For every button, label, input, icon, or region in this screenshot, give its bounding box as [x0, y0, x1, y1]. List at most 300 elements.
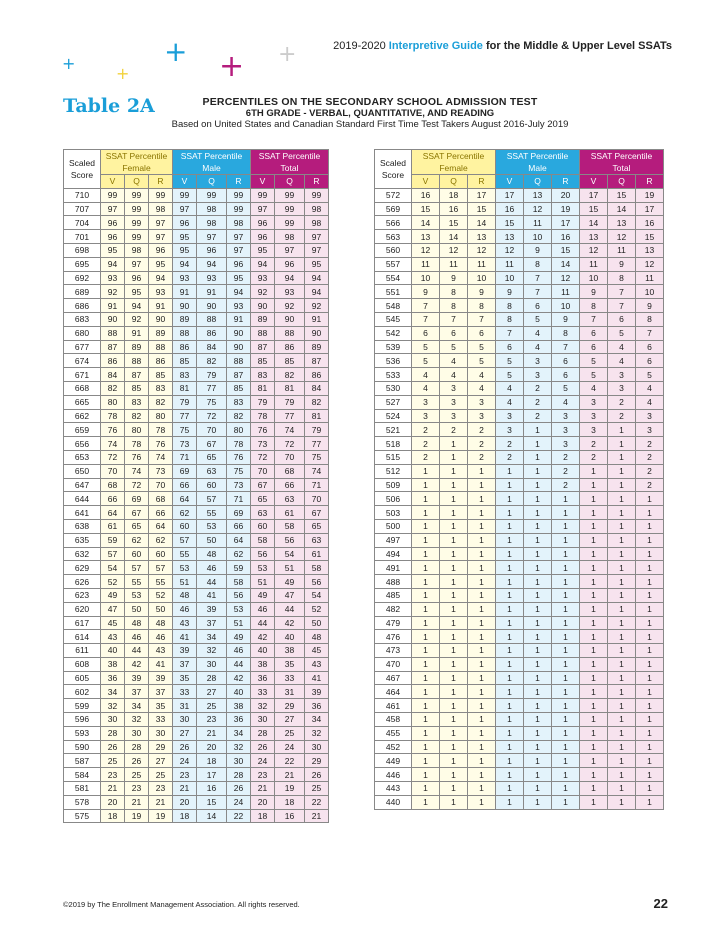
total-r-cell: 7 — [636, 326, 664, 340]
scaled-score-cell: 563 — [375, 230, 412, 244]
total-r-cell: 77 — [305, 437, 329, 451]
male-v-cell: 2 — [496, 450, 524, 464]
male-r-cell: 20 — [552, 188, 580, 202]
female-v-cell: 26 — [101, 740, 125, 754]
total-r-cell: 98 — [305, 202, 329, 216]
total-v-cell: 30 — [251, 713, 275, 727]
female-r-cell: 62 — [149, 533, 173, 547]
total-q-cell: 3 — [608, 368, 636, 382]
male-r-cell: 85 — [227, 381, 251, 395]
total-q-cell: 51 — [275, 561, 305, 575]
table-row — [64, 754, 329, 768]
table-row — [375, 561, 664, 575]
female-v-cell: 28 — [101, 726, 125, 740]
total-r-cell: 26 — [305, 768, 329, 782]
male-v-cell: 77 — [173, 409, 197, 423]
male-q-cell: 88 — [197, 312, 227, 326]
male-v-cell: 81 — [173, 381, 197, 395]
total-r-cell: 2 — [636, 437, 664, 451]
male-v-cell: 37 — [173, 657, 197, 671]
male-v-cell: 99 — [173, 188, 197, 202]
male-r-cell: 78 — [227, 437, 251, 451]
male-v-cell: 24 — [173, 754, 197, 768]
male-r-cell: 30 — [227, 754, 251, 768]
female-v-cell: 88 — [101, 326, 125, 340]
total-v-cell: 26 — [251, 740, 275, 754]
total-q-cell: 1 — [608, 699, 636, 713]
scaled-score-cell: 455 — [375, 726, 412, 740]
female-r-cell: 1 — [468, 533, 496, 547]
male-q-cell: 30 — [197, 657, 227, 671]
scaled-score-cell: 611 — [64, 644, 101, 658]
male-q-cell: 9 — [524, 243, 552, 257]
scaled-score-cell: 584 — [64, 768, 101, 782]
female-v-cell: 2 — [412, 423, 440, 437]
female-q-cell: 78 — [125, 437, 149, 451]
total-r-cell: 67 — [305, 506, 329, 520]
male-v-cell: 85 — [173, 354, 197, 368]
total-v-cell: 81 — [251, 381, 275, 395]
table-row — [64, 216, 329, 230]
male-r-cell: 22 — [227, 809, 251, 823]
male-v-cell: 1 — [496, 464, 524, 478]
male-q-cell: 1 — [524, 450, 552, 464]
male-v-cell: 83 — [173, 368, 197, 382]
male-q-cell: 4 — [524, 326, 552, 340]
female-v-cell: 80 — [101, 395, 125, 409]
scaled-score-cell: 470 — [375, 657, 412, 671]
female-r-cell: 12 — [468, 243, 496, 257]
female-v-cell: 1 — [412, 740, 440, 754]
female-v-cell: 84 — [101, 368, 125, 382]
male-r-cell: 24 — [227, 795, 251, 809]
male-v-cell: 26 — [173, 740, 197, 754]
total-r-cell: 6 — [636, 340, 664, 354]
total-q-cell: 1 — [608, 423, 636, 437]
total-r-cell: 1 — [636, 561, 664, 575]
female-q-cell: 1 — [440, 726, 468, 740]
male-r-cell: 1 — [552, 782, 580, 796]
male-v-cell: 1 — [496, 644, 524, 658]
total-q-cell: 3 — [608, 381, 636, 395]
female-q-cell: 1 — [440, 437, 468, 451]
female-q-cell: 91 — [125, 326, 149, 340]
male-r-cell: 53 — [227, 602, 251, 616]
total-v-cell: 5 — [580, 354, 608, 368]
female-r-cell: 1 — [468, 506, 496, 520]
total-q-cell: 1 — [608, 685, 636, 699]
table-row — [375, 230, 664, 244]
table-row — [375, 368, 664, 382]
total-r-cell: 1 — [636, 519, 664, 533]
male-q-cell: 1 — [524, 519, 552, 533]
female-r-cell: 57 — [149, 561, 173, 575]
copyright-footer: ©2019 by The Enrollment Management Association. All rights reserved. — [63, 900, 300, 909]
female-v-cell: 13 — [412, 230, 440, 244]
total-v-cell: 3 — [580, 409, 608, 423]
male-r-cell: 14 — [552, 257, 580, 271]
total-q-cell: 1 — [608, 657, 636, 671]
header-year: 2019-2020 — [333, 40, 386, 52]
scaled-score-cell: 686 — [64, 299, 101, 313]
male-q-cell: 1 — [524, 616, 552, 630]
female-q-cell: 55 — [125, 575, 149, 589]
table-row — [375, 699, 664, 713]
male-v-cell: 1 — [496, 588, 524, 602]
female-v-cell: 40 — [101, 644, 125, 658]
male-v-cell: 94 — [173, 257, 197, 271]
total-r-cell: 97 — [305, 243, 329, 257]
female-r-cell: 46 — [149, 630, 173, 644]
male-q-cell: 72 — [197, 409, 227, 423]
female-q-cell: 62 — [125, 533, 149, 547]
male-q-cell: 48 — [197, 547, 227, 561]
female-r-cell: 83 — [149, 381, 173, 395]
female-r-cell: 68 — [149, 492, 173, 506]
total-v-cell: 63 — [251, 506, 275, 520]
scaled-score-cell: 524 — [375, 409, 412, 423]
scaled-score-cell: 449 — [375, 754, 412, 768]
female-v-cell: 7 — [412, 299, 440, 313]
total-q-cell: 1 — [608, 754, 636, 768]
female-v-cell: 72 — [101, 450, 125, 464]
total-q-cell: 1 — [608, 533, 636, 547]
male-v-cell: 27 — [173, 726, 197, 740]
female-q-cell: 8 — [440, 285, 468, 299]
male-q-cell: 44 — [197, 575, 227, 589]
male-v-cell: 88 — [173, 326, 197, 340]
female-r-cell: 96 — [149, 243, 173, 257]
male-q-cell: 7 — [524, 271, 552, 285]
total-r-cell: 1 — [636, 644, 664, 658]
total-r-cell: 54 — [305, 588, 329, 602]
female-r-cell: 1 — [468, 644, 496, 658]
female-v-cell: 3 — [412, 409, 440, 423]
male-v-cell: 8 — [496, 299, 524, 313]
total-q-cell: 1 — [608, 588, 636, 602]
female-v-cell: 21 — [101, 782, 125, 796]
female-v-cell: 5 — [412, 354, 440, 368]
male-v-cell: 18 — [173, 809, 197, 823]
total-r-cell: 94 — [305, 285, 329, 299]
male-r-cell: 69 — [227, 506, 251, 520]
male-v-cell: 6 — [496, 340, 524, 354]
scaled-score-cell: 497 — [375, 533, 412, 547]
table-row — [375, 326, 664, 340]
male-v-header: V — [496, 175, 524, 189]
total-r-cell: 58 — [305, 561, 329, 575]
male-v-cell: 23 — [173, 768, 197, 782]
male-q-cell: 11 — [524, 216, 552, 230]
female-r-cell: 41 — [149, 657, 173, 671]
table-row — [64, 257, 329, 271]
female-q-cell: 96 — [125, 271, 149, 285]
male-r-cell: 19 — [552, 202, 580, 216]
female-q-cell: 4 — [440, 368, 468, 382]
female-q-cell: 76 — [125, 450, 149, 464]
scaled-score-cell: 446 — [375, 768, 412, 782]
male-v-cell: 46 — [173, 602, 197, 616]
female-q-cell: 37 — [125, 685, 149, 699]
total-q-cell: 35 — [275, 657, 305, 671]
scaled-score-cell: 602 — [64, 685, 101, 699]
total-r-cell: 1 — [636, 492, 664, 506]
male-r-cell: 9 — [552, 312, 580, 326]
total-r-cell: 90 — [305, 326, 329, 340]
total-r-cell: 89 — [305, 340, 329, 354]
total-r-cell: 1 — [636, 533, 664, 547]
total-r-cell: 1 — [636, 602, 664, 616]
female-q-header: Q — [125, 175, 149, 189]
scaled-score-cell: 632 — [64, 547, 101, 561]
table-row — [64, 575, 329, 589]
total-v-cell: 1 — [580, 671, 608, 685]
total-q-cell: 1 — [608, 478, 636, 492]
table-row — [375, 547, 664, 561]
total-q-cell: 1 — [608, 644, 636, 658]
total-v-cell: 72 — [251, 450, 275, 464]
male-v-cell: 90 — [173, 299, 197, 313]
female-r-cell: 98 — [149, 202, 173, 216]
female-v-cell: 36 — [101, 671, 125, 685]
male-v-cell: 31 — [173, 699, 197, 713]
female-q-cell: 67 — [125, 506, 149, 520]
male-q-cell: 70 — [197, 423, 227, 437]
male-r-cell: 59 — [227, 561, 251, 575]
male-r-cell: 3 — [552, 409, 580, 423]
male-q-cell: 55 — [197, 506, 227, 520]
male-q-cell: 94 — [197, 257, 227, 271]
male-r-cell: 34 — [227, 726, 251, 740]
scaled-score-cell: 665 — [64, 395, 101, 409]
total-r-cell: 2 — [636, 464, 664, 478]
male-r-cell: 88 — [227, 354, 251, 368]
table-row — [375, 726, 664, 740]
male-r-cell: 1 — [552, 713, 580, 727]
total-q-cell: 90 — [275, 312, 305, 326]
female-r-cell: 21 — [149, 795, 173, 809]
male-r-cell: 76 — [227, 450, 251, 464]
male-q-cell: 1 — [524, 657, 552, 671]
female-v-cell: 3 — [412, 395, 440, 409]
table-row — [375, 492, 664, 506]
plus-icon-grey: + — [278, 42, 297, 67]
total-q-cell: 74 — [275, 423, 305, 437]
female-q-cell: 87 — [125, 368, 149, 382]
female-r-cell: 3 — [468, 409, 496, 423]
male-v-cell: 1 — [496, 754, 524, 768]
female-v-cell: 1 — [412, 492, 440, 506]
male-q-cell: 96 — [197, 243, 227, 257]
total-q-cell: 70 — [275, 450, 305, 464]
male-v-cell: 35 — [173, 671, 197, 685]
total-q-cell: 99 — [275, 188, 305, 202]
male-q-cell: 86 — [197, 326, 227, 340]
female-r-cell: 99 — [149, 188, 173, 202]
total-r-cell: 2 — [636, 450, 664, 464]
total-v-cell: 5 — [580, 368, 608, 382]
total-v-cell: 99 — [251, 188, 275, 202]
female-q-cell: 94 — [125, 299, 149, 313]
female-v-cell: 6 — [412, 326, 440, 340]
female-q-cell: 34 — [125, 699, 149, 713]
scaled-score-cell: 710 — [64, 188, 101, 202]
total-r-cell: 22 — [305, 795, 329, 809]
total-v-cell: 17 — [580, 188, 608, 202]
scaled-score-cell: 464 — [375, 685, 412, 699]
table-row — [375, 519, 664, 533]
scaled-score-cell: 473 — [375, 644, 412, 658]
male-v-cell: 1 — [496, 795, 524, 809]
scaled-score-cell: 698 — [64, 243, 101, 257]
scaled-score-cell: 629 — [64, 561, 101, 575]
male-v-cell: 39 — [173, 644, 197, 658]
table-row — [375, 795, 664, 809]
male-q-cell: 14 — [197, 809, 227, 823]
male-q-cell: 82 — [197, 354, 227, 368]
male-q-cell: 57 — [197, 492, 227, 506]
female-v-cell: 92 — [101, 285, 125, 299]
total-v-cell: 6 — [580, 326, 608, 340]
female-q-cell: 23 — [125, 782, 149, 796]
female-r-cell: 1 — [468, 492, 496, 506]
total-q-cell: 1 — [608, 492, 636, 506]
female-r-cell: 2 — [468, 423, 496, 437]
scaled-score-cell: 476 — [375, 630, 412, 644]
table-row — [375, 216, 664, 230]
table-row — [64, 409, 329, 423]
plus-icon-blue-small: + — [62, 54, 76, 73]
table-row — [64, 299, 329, 313]
female-q-cell: 89 — [125, 340, 149, 354]
female-header: SSAT Percentile Female — [412, 150, 496, 175]
male-v-cell: 91 — [173, 285, 197, 299]
table-row — [375, 671, 664, 685]
female-r-cell: 90 — [149, 312, 173, 326]
table-row — [375, 506, 664, 520]
table-row — [64, 340, 329, 354]
male-v-cell: 30 — [173, 713, 197, 727]
female-r-cell: 1 — [468, 561, 496, 575]
table-row — [375, 409, 664, 423]
female-r-cell: 60 — [149, 547, 173, 561]
male-q-cell: 21 — [197, 726, 227, 740]
male-r-cell: 1 — [552, 795, 580, 809]
total-r-cell: 50 — [305, 616, 329, 630]
header-guide-title: Interpretive Guide — [388, 40, 483, 52]
female-r-cell: 52 — [149, 588, 173, 602]
table-row — [64, 243, 329, 257]
total-q-cell: 31 — [275, 685, 305, 699]
female-v-cell: 1 — [412, 506, 440, 520]
male-r-cell: 2 — [552, 464, 580, 478]
male-v-cell: 1 — [496, 740, 524, 754]
male-q-cell: 1 — [524, 699, 552, 713]
female-q-cell: 1 — [440, 547, 468, 561]
male-r-cell: 99 — [227, 202, 251, 216]
total-v-cell: 79 — [251, 395, 275, 409]
male-q-header: Q — [197, 175, 227, 189]
total-r-cell: 65 — [305, 519, 329, 533]
total-q-cell: 1 — [608, 795, 636, 809]
female-q-cell: 1 — [440, 795, 468, 809]
female-v-cell: 1 — [412, 713, 440, 727]
male-v-cell: 60 — [173, 519, 197, 533]
female-q-cell: 14 — [440, 230, 468, 244]
female-v-cell: 1 — [412, 768, 440, 782]
female-r-cell: 2 — [468, 437, 496, 451]
total-r-cell: 39 — [305, 685, 329, 699]
female-r-cell: 9 — [468, 285, 496, 299]
male-q-cell: 15 — [197, 795, 227, 809]
male-q-cell: 13 — [524, 188, 552, 202]
male-v-cell: 64 — [173, 492, 197, 506]
female-r-cell: 48 — [149, 616, 173, 630]
female-q-cell: 21 — [125, 795, 149, 809]
male-r-cell: 49 — [227, 630, 251, 644]
female-v-cell: 78 — [101, 409, 125, 423]
scaled-score-cell: 506 — [375, 492, 412, 506]
male-v-cell: 20 — [173, 795, 197, 809]
scaled-score-cell: 440 — [375, 795, 412, 809]
male-r-cell: 62 — [227, 547, 251, 561]
male-v-cell: 2 — [496, 437, 524, 451]
total-q-cell: 81 — [275, 381, 305, 395]
male-r-cell: 80 — [227, 423, 251, 437]
female-r-cell: 25 — [149, 768, 173, 782]
table-row — [64, 354, 329, 368]
male-q-cell: 1 — [524, 782, 552, 796]
female-r-cell: 5 — [468, 340, 496, 354]
male-v-cell: 1 — [496, 547, 524, 561]
total-q-header: Q — [275, 175, 305, 189]
male-v-cell: 10 — [496, 271, 524, 285]
total-q-cell: 1 — [608, 768, 636, 782]
total-r-cell: 98 — [305, 216, 329, 230]
scaled-score-cell: 680 — [64, 326, 101, 340]
male-q-cell: 7 — [524, 285, 552, 299]
scaled-score-cell: 536 — [375, 354, 412, 368]
male-v-cell: 9 — [496, 285, 524, 299]
male-r-cell: 1 — [552, 768, 580, 782]
total-q-cell: 1 — [608, 506, 636, 520]
male-r-cell: 7 — [552, 340, 580, 354]
male-v-cell: 51 — [173, 575, 197, 589]
total-v-cell: 11 — [580, 257, 608, 271]
male-v-cell: 11 — [496, 257, 524, 271]
female-r-cell: 1 — [468, 795, 496, 809]
total-r-cell: 12 — [636, 257, 664, 271]
table-row — [64, 616, 329, 630]
female-q-cell: 53 — [125, 588, 149, 602]
female-v-cell: 1 — [412, 754, 440, 768]
total-header: SSAT Percentile Total — [251, 150, 329, 175]
table-row — [375, 713, 664, 727]
table-row — [375, 740, 664, 754]
female-v-cell: 32 — [101, 699, 125, 713]
total-v-cell: 1 — [580, 506, 608, 520]
male-q-cell: 3 — [524, 354, 552, 368]
male-v-cell: 66 — [173, 478, 197, 492]
table-row — [64, 726, 329, 740]
male-r-cell: 1 — [552, 740, 580, 754]
total-q-cell: 7 — [608, 299, 636, 313]
female-r-cell: 1 — [468, 547, 496, 561]
male-v-cell: 3 — [496, 423, 524, 437]
total-v-cell: 51 — [251, 575, 275, 589]
male-r-cell: 1 — [552, 575, 580, 589]
female-v-cell: 43 — [101, 630, 125, 644]
